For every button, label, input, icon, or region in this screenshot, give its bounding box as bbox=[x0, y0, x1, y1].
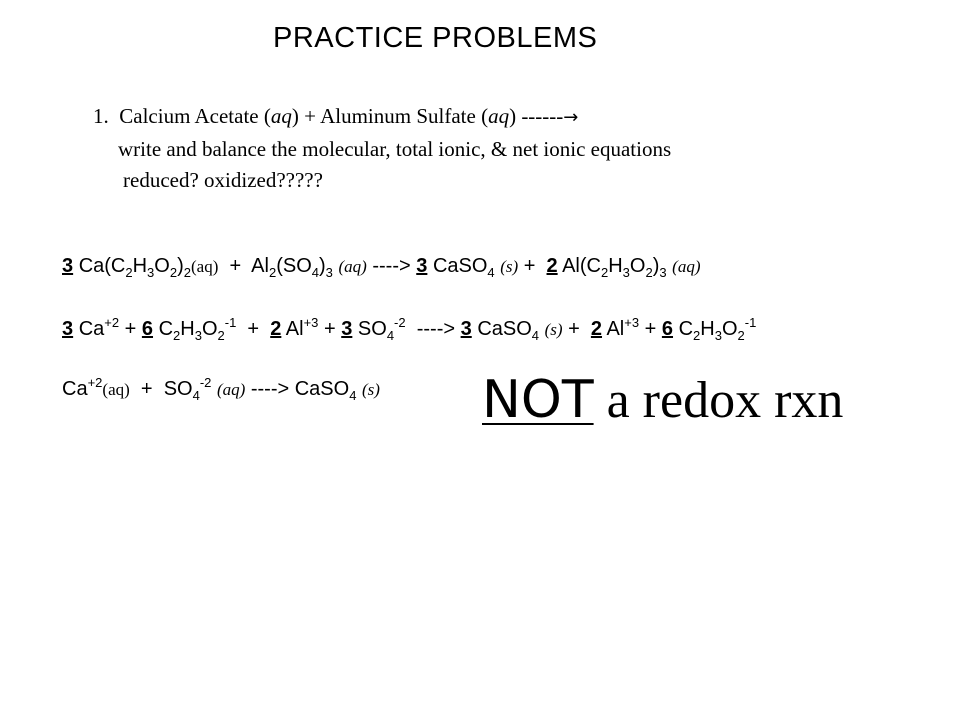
coefficient: 6 bbox=[661, 318, 674, 340]
formula-part: ) bbox=[319, 255, 326, 277]
state-label: (aq) bbox=[102, 380, 130, 399]
reaction-arrow: ----> bbox=[416, 318, 456, 340]
state-label: (s) bbox=[362, 380, 380, 399]
ion-symbol: C bbox=[678, 318, 694, 340]
coefficient: 6 bbox=[141, 318, 154, 340]
ion-charge: +2 bbox=[104, 315, 120, 330]
ion-symbol: SO bbox=[357, 318, 387, 340]
formula-part: Ca(C bbox=[78, 255, 126, 277]
state-label: (s) bbox=[500, 257, 519, 276]
ion-charge: -1 bbox=[224, 315, 237, 330]
ion-charge: -2 bbox=[394, 315, 406, 330]
ion-charge: +3 bbox=[624, 315, 640, 330]
state-label: (aq) bbox=[216, 380, 246, 399]
ion-symbol: Al bbox=[606, 318, 625, 340]
ion-charge: +3 bbox=[303, 315, 319, 330]
formula-part: ) bbox=[177, 255, 184, 277]
page-title: PRACTICE PROBLEMS bbox=[273, 22, 598, 54]
ion-symbol: Al bbox=[285, 318, 304, 340]
coefficient: 3 bbox=[62, 255, 74, 277]
formula-part: O bbox=[154, 255, 170, 277]
formula-part: H bbox=[132, 255, 148, 277]
ion-charge: +2 bbox=[87, 375, 103, 390]
formula-part: (SO bbox=[276, 255, 312, 277]
ion-symbol: O bbox=[201, 318, 218, 340]
state-label: (aq) bbox=[190, 257, 219, 276]
ion-charge: -1 bbox=[744, 315, 757, 330]
ion-symbol: C bbox=[158, 318, 174, 340]
reactant-1: Calcium Acetate bbox=[119, 104, 259, 128]
redox-conclusion bbox=[482, 370, 843, 430]
formula-part: Al(C bbox=[562, 255, 601, 277]
ion-symbol: CaSO bbox=[477, 318, 532, 340]
coefficient: 3 bbox=[341, 318, 353, 340]
ion-charge: -2 bbox=[199, 375, 212, 390]
ion-symbol: Ca bbox=[62, 378, 88, 400]
formula-part: CaSO bbox=[432, 255, 488, 277]
problem-line-1: 1. Calcium Acetate (aq) + Aluminum Sulfate (aq) ------→ bbox=[93, 104, 579, 128]
conclusion-rest: a redox rxn bbox=[593, 372, 844, 429]
ion-symbol: H bbox=[700, 318, 715, 340]
coefficient: 2 bbox=[270, 318, 282, 340]
not-emphasis: NOT bbox=[482, 370, 594, 430]
state-aq: aq bbox=[488, 104, 510, 128]
formula-part: ) bbox=[652, 255, 660, 277]
coefficient: 3 bbox=[62, 318, 74, 340]
coefficient: 3 bbox=[460, 318, 472, 340]
net-ionic-equation: $Ca^{+2}(aq) + SO_4^{-2}$ (aq) ----> CaSO$_4$ (s) bbox=[62, 375, 380, 403]
arrow-icon: → bbox=[563, 107, 579, 128]
ion-symbol: CaSO bbox=[294, 378, 350, 400]
state-aq: aq bbox=[270, 104, 292, 128]
arrow-dashes: ------ bbox=[521, 104, 564, 128]
problem-line-3: reduced? oxidized????? bbox=[123, 168, 323, 192]
ion-symbol: SO bbox=[163, 378, 193, 400]
reaction-arrow: ----> bbox=[372, 255, 411, 277]
ion-symbol: Ca bbox=[78, 318, 105, 340]
coefficient: 2 bbox=[546, 255, 558, 277]
reaction-arrow: ----> bbox=[250, 378, 290, 400]
formula-part: Al bbox=[251, 255, 269, 277]
formula-part: H bbox=[608, 255, 623, 277]
molecular-equation: 3 $Ca(C_2H_3O_2)_2(aq) + Al_2(SO_4)_3$ (aq) ----> 3 CaSO$_4$ (s) + 2 $Al(C_2H_3O_2)_3$ (aq) bbox=[62, 255, 701, 280]
coefficient: 3 bbox=[416, 255, 428, 277]
total-ionic-equation: 3 $Ca^{+2} + 6$ $C_2H_3O_2^{-1} + 2$ $Al^{+3} + 3$ $SO_4^{-2}$ ----> 3 CaSO$_4$ (s) + 2 $Al^{+3} + 6$ $C_2H_3O_2^{-1}$ bbox=[62, 315, 757, 343]
ion-symbol: O bbox=[721, 318, 738, 340]
problem-line-2: write and balance the molecular, total ionic, & net ionic equations bbox=[118, 137, 672, 161]
state-label: (aq) bbox=[338, 257, 367, 276]
ion-symbol: H bbox=[180, 318, 195, 340]
problem-number: 1. bbox=[93, 104, 109, 128]
state-label: (s) bbox=[544, 320, 563, 339]
coefficient: 2 bbox=[590, 318, 603, 340]
state-label: (aq) bbox=[672, 257, 701, 276]
formula-part: O bbox=[629, 255, 646, 277]
reactant-2: Aluminum Sulfate bbox=[320, 104, 476, 128]
